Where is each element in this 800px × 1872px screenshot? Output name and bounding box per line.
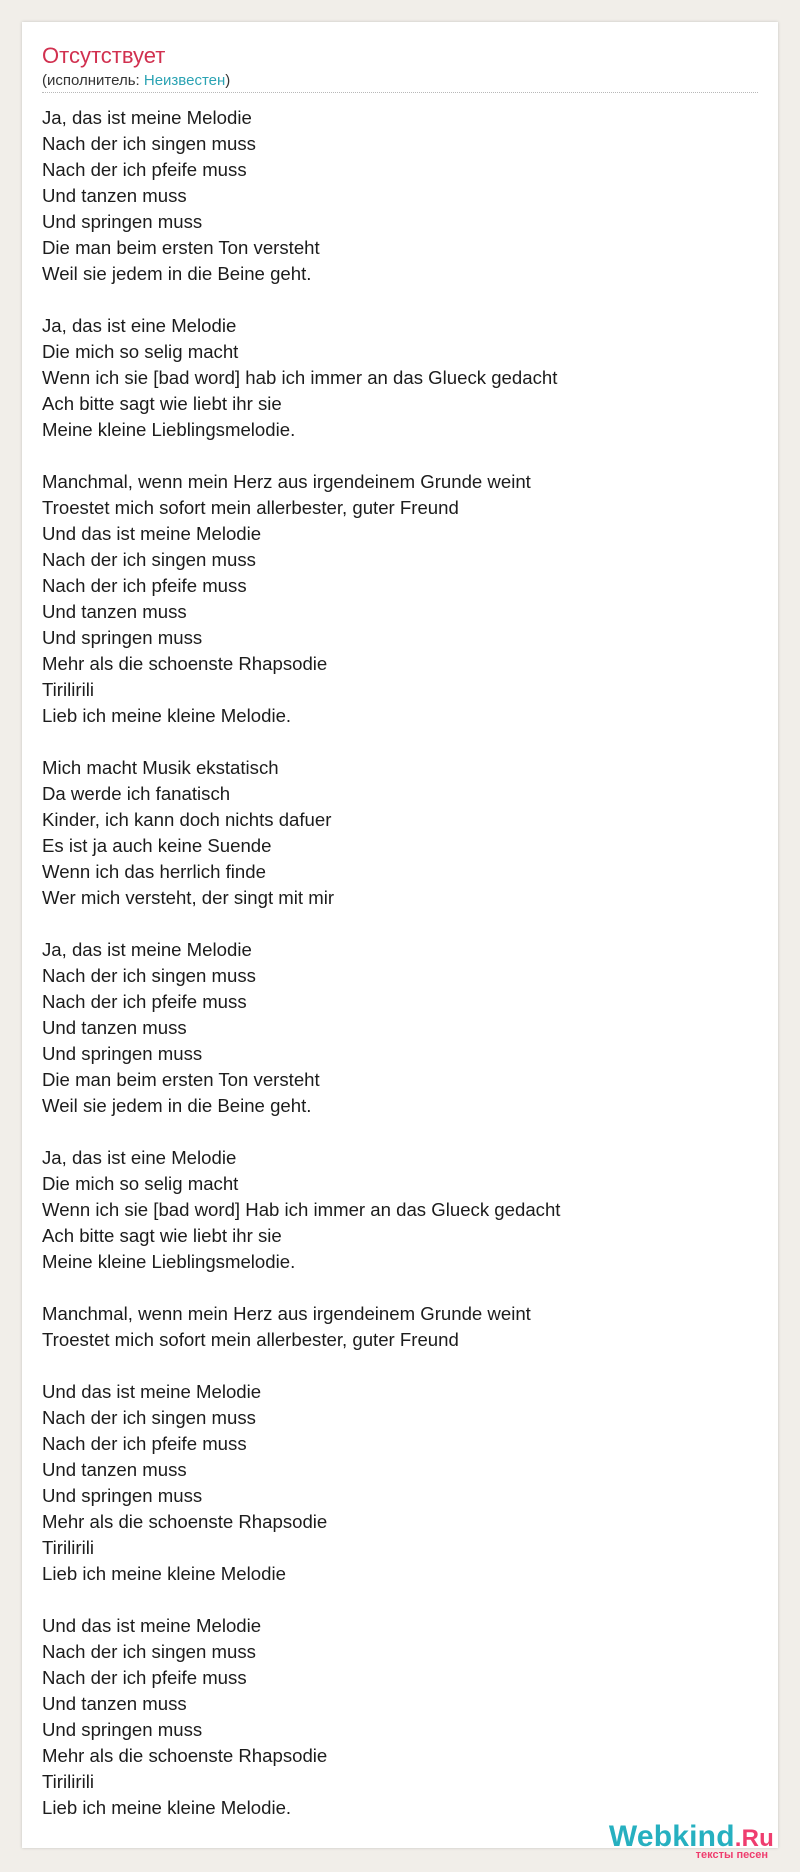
- logo-brand: Webkind: [608, 1820, 735, 1853]
- lyric-line: Die mich so selig macht: [42, 1173, 239, 1194]
- lyrics-text: [42, 105, 758, 1821]
- lyric-line: Wenn ich sie [bad word] Hab ich immer an das Glueck gedacht: [42, 1199, 561, 1220]
- lyric-line: Lieb ich meine kleine Melodie: [42, 1563, 286, 1584]
- stanza-break: [42, 287, 758, 313]
- lyric-line: Nach der ich pfeife muss: [42, 991, 247, 1012]
- lyric-line: Tirilirili: [42, 1537, 94, 1558]
- lyric-line: Mehr als die schoenste Rhapsodie: [42, 653, 328, 674]
- artist-suffix: ): [225, 72, 231, 89]
- lyric-line: Und tanzen muss: [42, 601, 187, 622]
- lyric-line: Und tanzen muss: [42, 1459, 187, 1480]
- lyric-line: Manchmal, wenn mein Herz aus irgendeinem Grunde weint: [42, 471, 531, 492]
- lyric-line: Nach der ich pfeife muss: [42, 1667, 247, 1688]
- stanza-break: [42, 1275, 758, 1301]
- lyric-line: Und tanzen muss: [42, 1017, 187, 1038]
- lyric-line: Und tanzen muss: [42, 1693, 187, 1714]
- lyric-line: Nach der ich singen muss: [42, 1407, 256, 1428]
- lyric-line: Ja, das ist meine Melodie: [42, 939, 252, 960]
- lyric-line: Die man beim ersten Ton versteht: [42, 237, 320, 258]
- lyric-line: Manchmal, wenn mein Herz aus irgendeinem Grunde weint: [42, 1303, 531, 1324]
- lyric-line: Da werde ich fanatisch: [42, 783, 231, 804]
- lyric-line: Wer mich versteht, der singt mit mir: [42, 887, 335, 908]
- lyric-line: Ach bitte sagt wie liebt ihr sie: [42, 393, 282, 414]
- lyric-line: Und das ist meine Melodie: [42, 523, 262, 544]
- lyric-line: Ja, das ist eine Melodie: [42, 315, 237, 336]
- lyric-line: Kinder, ich kann doch nichts dafuer: [42, 809, 332, 830]
- lyric-line: Weil sie jedem in die Beine geht.: [42, 1095, 312, 1116]
- lyric-line: Ja, das ist meine Melodie: [42, 107, 252, 128]
- artist-prefix: (исполнитель:: [42, 72, 144, 89]
- song-artist-line: [42, 72, 230, 90]
- webkind-logo[interactable]: [608, 1820, 774, 1861]
- logo-tld: .Ru: [734, 1825, 774, 1852]
- lyric-line: Und tanzen muss: [42, 185, 187, 206]
- artist-link[interactable]: Неизвестен: [143, 72, 226, 89]
- lyric-line: Wenn ich das herrlich finde: [42, 861, 266, 882]
- lyric-line: Und das ist meine Melodie: [42, 1615, 262, 1636]
- lyric-line: Und das ist meine Melodie: [42, 1381, 262, 1402]
- lyric-line: Und springen muss: [42, 211, 203, 232]
- stanza-break: [42, 1587, 758, 1613]
- lyric-line: Troestet mich sofort mein allerbester, guter Freund: [42, 1329, 459, 1350]
- lyric-line: Mich macht Musik ekstatisch: [42, 757, 279, 778]
- lyric-line: Mehr als die schoenste Rhapsodie: [42, 1745, 328, 1766]
- lyric-line: Die mich so selig macht: [42, 341, 239, 362]
- lyric-line: Nach der ich singen muss: [42, 1641, 256, 1662]
- lyric-line: Wenn ich sie [bad word] hab ich immer an das Glueck gedacht: [42, 367, 558, 388]
- title-divider: [42, 92, 758, 93]
- stanza-break: [42, 1353, 758, 1379]
- lyric-line: Tirilirili: [42, 679, 94, 700]
- stanza-break: [42, 443, 758, 469]
- lyric-line: Und springen muss: [42, 1719, 203, 1740]
- lyric-line: Und springen muss: [42, 1485, 203, 1506]
- stanza-break: [42, 1119, 758, 1145]
- lyric-line: Ja, das ist eine Melodie: [42, 1147, 237, 1168]
- lyric-line: Mehr als die schoenste Rhapsodie: [42, 1511, 328, 1532]
- lyric-line: Nach der ich singen muss: [42, 549, 256, 570]
- lyric-line: Weil sie jedem in die Beine geht.: [42, 263, 312, 284]
- song-title: Отсутствует: [42, 43, 166, 68]
- stanza-break: [42, 729, 758, 755]
- lyric-line: Lieb ich meine kleine Melodie.: [42, 1797, 292, 1818]
- lyric-line: Ach bitte sagt wie liebt ihr sie: [42, 1225, 282, 1246]
- lyric-line: Nach der ich singen muss: [42, 133, 256, 154]
- lyric-line: Und springen muss: [42, 1043, 203, 1064]
- lyric-line: Es ist ja auch keine Suende: [42, 835, 272, 856]
- lyric-line: Nach der ich pfeife muss: [42, 159, 247, 180]
- lyric-line: Lieb ich meine kleine Melodie.: [42, 705, 292, 726]
- stanza-break: [42, 911, 758, 937]
- lyric-line: Tirilirili: [42, 1771, 94, 1792]
- lyric-line: Meine kleine Lieblingsmelodie.: [42, 1251, 296, 1272]
- lyric-line: Und springen muss: [42, 627, 203, 648]
- lyric-line: Die man beim ersten Ton versteht: [42, 1069, 320, 1090]
- lyric-line: Nach der ich pfeife muss: [42, 1433, 247, 1454]
- lyric-line: Meine kleine Lieblingsmelodie.: [42, 419, 296, 440]
- lyric-line: Nach der ich pfeife muss: [42, 575, 247, 596]
- lyric-line: Troestet mich sofort mein allerbester, guter Freund: [42, 497, 459, 518]
- logo-tagline: тексты песен: [695, 1849, 768, 1861]
- lyric-line: Nach der ich singen muss: [42, 965, 256, 986]
